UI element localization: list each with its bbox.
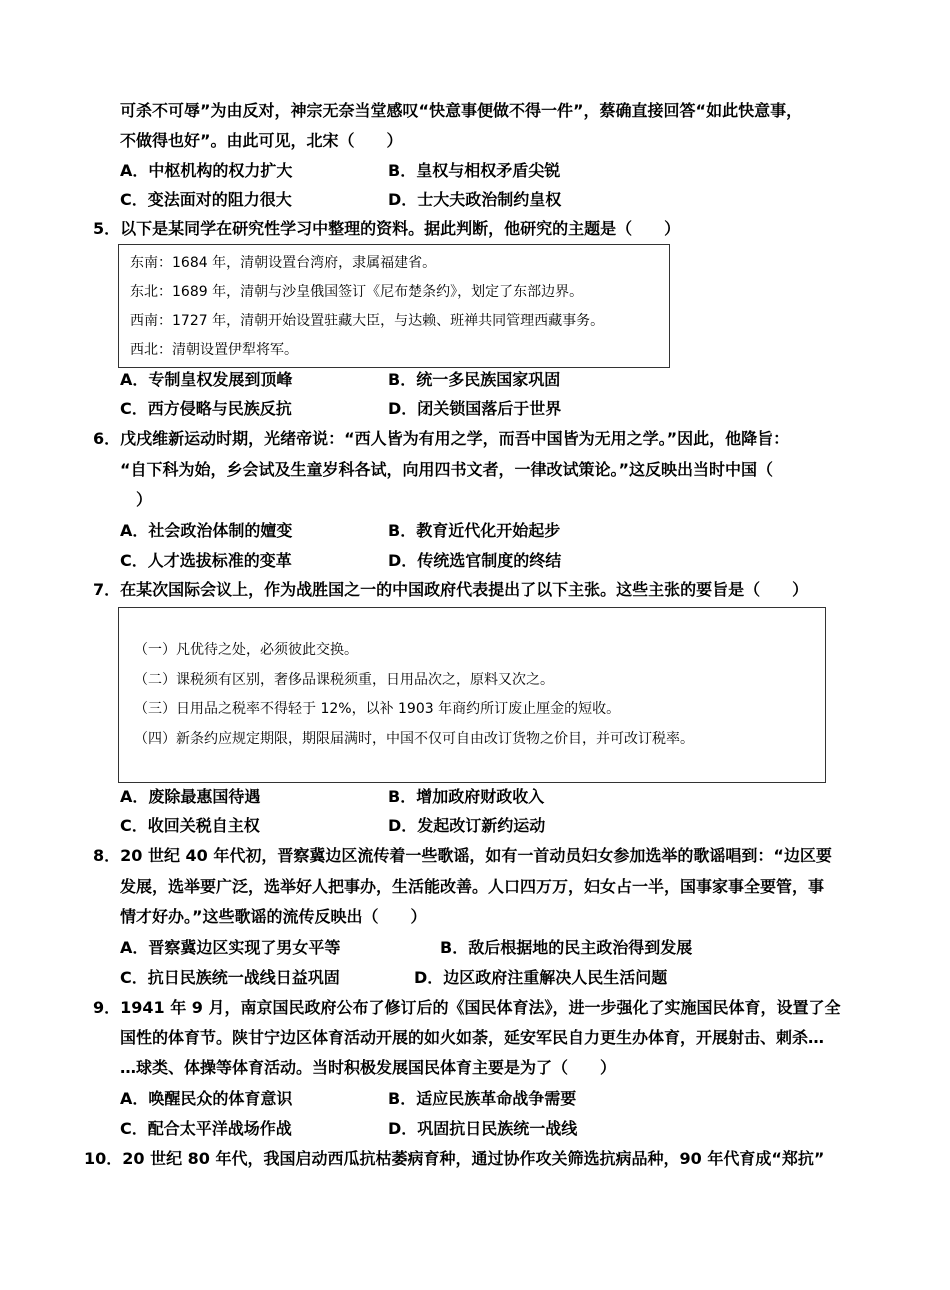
q7-source-box xyxy=(118,607,826,783)
q7-source-line-2: （二）课税须有区别，奢侈品课税须重，日用品次之，原料又次之。 xyxy=(134,672,554,688)
q7-option-c: C．收回关税自主权 xyxy=(120,816,260,835)
q5-option-b: B．统一多民族国家巩固 xyxy=(388,370,561,389)
q6-stem-line-2: “自下科为始，乡会试及生童岁科各试，向用四书文者，一律改试策论。”这反映出当时中国（ xyxy=(120,460,774,479)
q9-stem-line-1: 9．1941 年 9 月，南京国民政府公布了修订后的《国民体育法》，进一步强化了实施国民体育，设置了全 xyxy=(93,998,841,1017)
q8-option-a: A．晋察冀边区实现了男女平等 xyxy=(120,938,341,957)
q5-option-c: C．西方侵略与民族反抗 xyxy=(120,399,292,418)
q7-source-line-3: （三）日用品之税率不得轻于 12%，以补 1903 年商约所订废止厘金的短收。 xyxy=(134,701,621,717)
q9-stem-line-2: 国性的体育节。陕甘宁边区体育活动开展的如火如荼，延安军民自力更生办体育，开展射击、刺杀… xyxy=(120,1028,825,1047)
q7-option-d: D．发起改订新约运动 xyxy=(388,816,546,835)
q7-option-a: A．废除最惠国待遇 xyxy=(120,787,261,806)
q6-option-b: B．教育近代化开始起步 xyxy=(388,521,561,540)
q9-option-d: D．巩固抗日民族统一战线 xyxy=(388,1119,578,1138)
q8-option-b: B．敌后根据地的民主政治得到发展 xyxy=(440,938,693,957)
q6-stem-line-3: ） xyxy=(136,490,153,509)
q7-source-line-1: （一）凡优待之处，必须彼此交换。 xyxy=(134,642,358,658)
q6-option-d: D．传统选官制度的终结 xyxy=(388,551,562,570)
q5-source-box xyxy=(118,244,670,368)
q4-option-c: C．变法面对的阻力很大 xyxy=(120,190,292,209)
q6-stem-line-1: 6．戊戌维新运动时期，光绪帝说：“西人皆为有用之学，而吾中国皆为无用之学。”因此，他降旨： xyxy=(93,429,790,448)
q4-stem-line-2: 不做得也好”。由此可见，北宋（ ） xyxy=(120,131,403,150)
q5-option-d: D．闭关锁国落后于世界 xyxy=(388,399,562,418)
q7-stem: 7．在某次国际会议上，作为战胜国之一的中国政府代表提出了以下主张。这些主张的要旨是（ ） xyxy=(93,580,809,599)
q9-option-a: A．唤醒民众的体育意识 xyxy=(120,1089,293,1108)
q6-option-c: C．人才选拔标准的变革 xyxy=(120,551,292,570)
q4-option-d: D．士大夫政治制约皇权 xyxy=(388,190,562,209)
q8-stem-line-3: 情才好办。”这些歌谣的流传反映出（ ） xyxy=(120,907,427,926)
q7-source-line-4: （四）新条约应规定期限，期限届满时，中国不仅可自由改订货物之价目，并可改订税率。 xyxy=(134,731,694,747)
q5-source-line-4: 西北：清朝设置伊犁将军。 xyxy=(130,342,298,358)
q5-source-line-3: 西南：1727 年，清朝开始设置驻藏大臣，与达赖、班禅共同管理西藏事务。 xyxy=(130,313,605,329)
q8-option-c: C．抗日民族统一战线日益巩固 xyxy=(120,968,340,987)
q5-stem: 5．以下是某同学在研究性学习中整理的资料。据此判断，他研究的主题是（ ） xyxy=(93,219,681,238)
q4-option-b: B．皇权与相权矛盾尖锐 xyxy=(388,161,561,180)
q6-option-a: A．社会政治体制的嬗变 xyxy=(120,521,293,540)
q5-source-line-2: 东北：1689 年，清朝与沙皇俄国签订《尼布楚条约》，划定了东部边界。 xyxy=(130,284,584,300)
q4-stem-line-1: 可杀不可辱”为由反对，神宗无奈当堂感叹“快意事便做不得一件”，蔡确直接回答“如此快意事， xyxy=(120,101,803,120)
q10-stem-line-1: 10．20 世纪 80 年代，我国启动西瓜抗枯萎病育种，通过协作攻关筛选抗病品种，90 年代育成“郑抗” xyxy=(84,1149,825,1168)
q4-option-a: A．中枢机构的权力扩大 xyxy=(120,161,293,180)
q8-option-d: D．边区政府注重解决人民生活问题 xyxy=(414,968,668,987)
q8-stem-line-1: 8．20 世纪 40 年代初，晋察冀边区流传着一些歌谣，如有一首动员妇女参加选举的歌谣唱到：“边区要 xyxy=(93,846,832,865)
q5-option-a: A．专制皇权发展到顶峰 xyxy=(120,370,293,389)
q7-option-b: B．增加政府财政收入 xyxy=(388,787,545,806)
q9-option-c: C．配合太平洋战场作战 xyxy=(120,1119,292,1138)
q8-stem-line-2: 发展，选举要广泛，选举好人把事办，生活能改善。人口四万万，妇女占一半，国事家事全要管，事 xyxy=(120,877,825,896)
q9-stem-line-3: …球类、体操等体育活动。当时积极发展国民体育主要是为了（ ） xyxy=(120,1058,617,1077)
q5-source-line-1: 东南：1684 年，清朝设置台湾府，隶属福建省。 xyxy=(130,255,437,271)
q9-option-b: B．适应民族革命战争需要 xyxy=(388,1089,577,1108)
